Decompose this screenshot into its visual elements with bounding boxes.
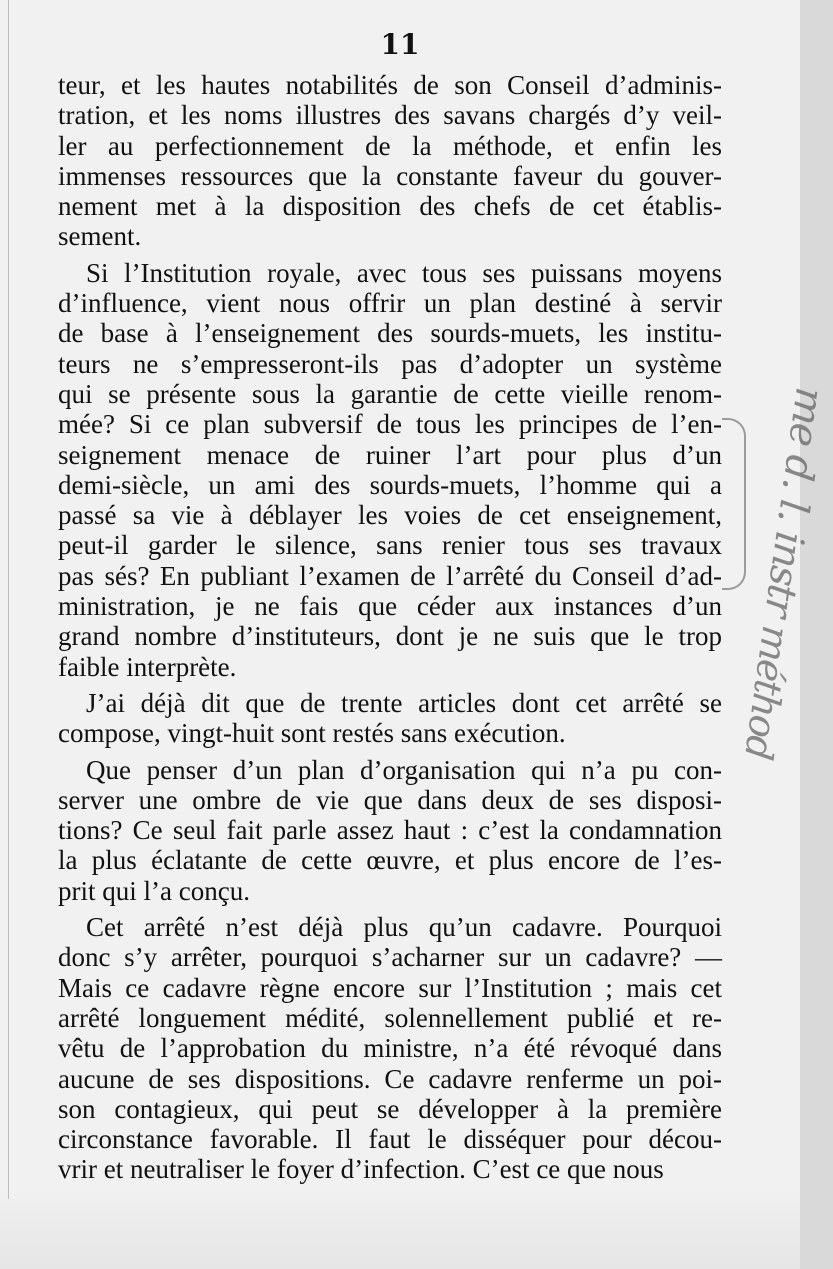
text-line: compose, vingt-huit sont restés sans exécution. xyxy=(58,718,566,749)
paragraph xyxy=(58,70,722,252)
text-line: seignement menace de ruiner l’art pour plus d’un xyxy=(58,439,722,470)
text-line: Que penser d’un plan d’organisation qui n’a pu con- xyxy=(86,754,722,785)
text-line: la plus éclatante de cette œuvre, et plus encore de l’es- xyxy=(58,845,722,876)
text-line: Mais ce cadavre règne encore sur l’Institution ; mais cet xyxy=(58,972,722,1003)
text-line: aucune de ses dispositions. Ce cadavre renferme un poi- xyxy=(58,1063,722,1094)
paragraph xyxy=(58,688,722,749)
text-line: Si l’Institution royale, avec tous ses puissans moyens xyxy=(86,257,722,288)
text-line: arrêté longuement médité, solennellement publié et re- xyxy=(58,1002,722,1033)
text-line: d’influence, vient nous offrir un plan destiné à servir xyxy=(58,288,722,319)
paragraph xyxy=(58,755,722,906)
text-line: peut-il garder le silence, sans renier tous ses travaux xyxy=(58,530,722,561)
text-line: vêtu de l’approbation du ministre, n’a été révoqué dans xyxy=(58,1033,722,1064)
text-line: J’ai déjà dit que de trente articles dont cet arrêté se xyxy=(86,687,722,718)
text-line: tration, et les noms illustres des savans chargés d’y veil- xyxy=(58,100,722,131)
text-line: pas sés? En publiant l’examen de l’arrêté du Conseil d’ad- xyxy=(58,560,722,591)
text-line: server une ombre de vie que dans deux de ses disposi- xyxy=(58,784,722,815)
text-line: qui se présente sous la garantie de cette vieille renom- xyxy=(58,378,722,409)
text-line: son contagieux, qui peut se développer à la première xyxy=(58,1093,722,1124)
text-line: passé sa vie à déblayer les voies de cet enseignement, xyxy=(58,500,722,531)
text-line: de base à l’enseignement des sourds-muets, les institu- xyxy=(58,318,722,349)
marginal-note-line-2: méthod xyxy=(736,622,799,762)
text-line: Cet arrêté n’est déjà plus qu’un cadavre. Pourquoi xyxy=(86,912,722,943)
text-line: prit qui l’a conçu. xyxy=(58,875,250,906)
text-line: ler au perfectionnement de la méthode, et enfin les xyxy=(58,130,722,161)
text-line: circonstance favorable. Il faut le disséquer pour décou- xyxy=(58,1124,722,1155)
marginal-note-line-1: me d. l. instr xyxy=(755,384,833,619)
text-line: sement. xyxy=(58,221,142,252)
paragraph xyxy=(58,258,722,682)
text-line: vrir et neutraliser le foyer d’infection. C’est ce que nous xyxy=(58,1154,664,1185)
text-line: teur, et les hautes notabilités de son Conseil d’adminis- xyxy=(58,70,722,100)
text-line: immenses ressources que la constante faveur du gouver- xyxy=(58,160,722,191)
text-line: faible interprète. xyxy=(58,651,237,682)
text-line: grand nombre d’instituteurs, dont je ne suis que le trop xyxy=(58,621,722,652)
text-line: donc s’y arrêter, pourquoi s’acharner sur un cadavre? — xyxy=(58,942,722,973)
text-line: nement met à la disposition des chefs de cet établis- xyxy=(58,191,722,222)
text-line: ministration, je ne fais que céder aux instances d’un xyxy=(58,591,722,622)
paragraph xyxy=(58,912,722,1185)
page-number: 11 xyxy=(380,28,420,61)
body-text xyxy=(58,70,722,1191)
text-line: demi-siècle, un ami des sourds-muets, l’homme qui a xyxy=(58,469,722,500)
text-line: tions? Ce seul fait parle assez haut : c’est la condamnation xyxy=(58,815,722,846)
text-line: mée? Si ce plan subversif de tous les principes de l’en- xyxy=(58,409,722,440)
handwritten-bracket xyxy=(722,418,746,590)
text-line: teurs ne s’empresseront-ils pas d’adopter un système xyxy=(58,348,722,379)
page-edge xyxy=(8,0,9,1269)
bottom-margin xyxy=(0,1199,800,1269)
